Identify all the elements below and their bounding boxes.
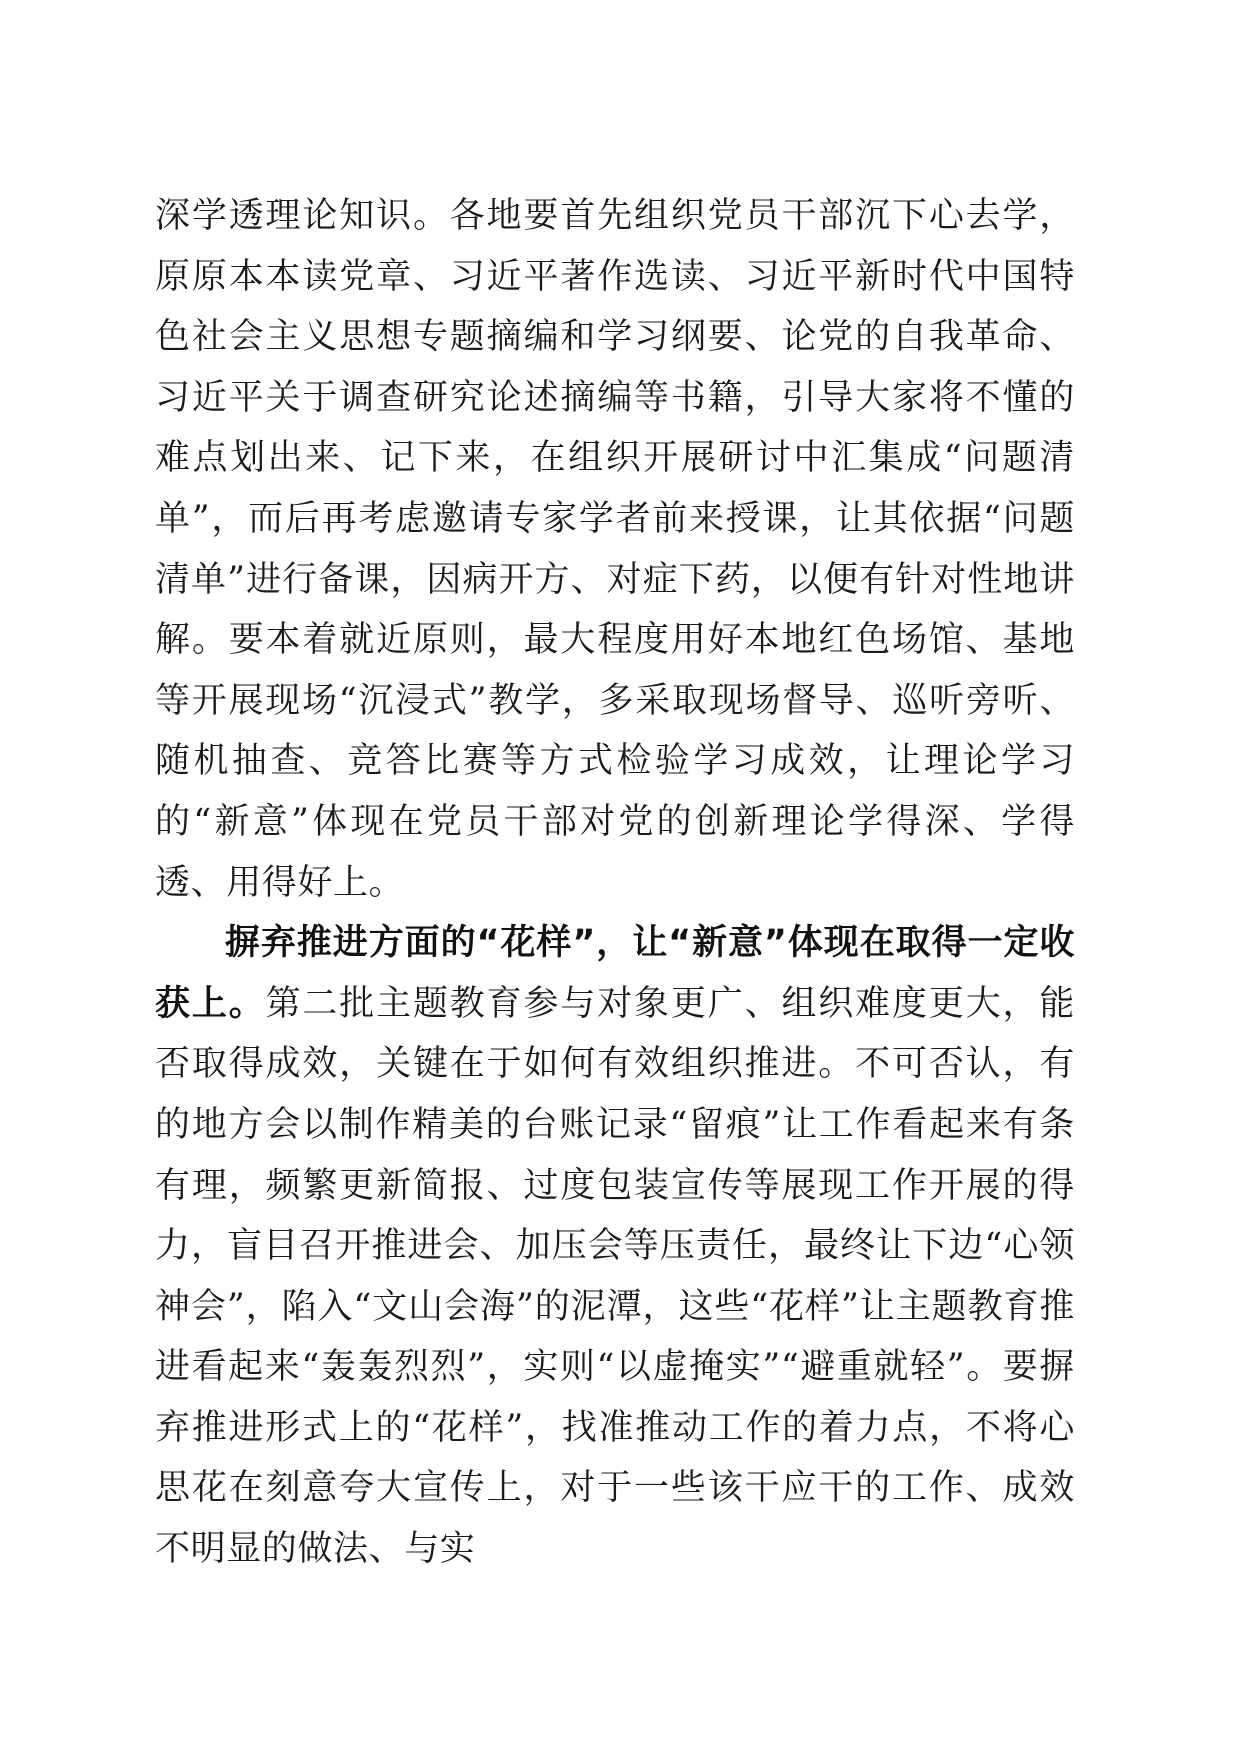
paragraph-continued xyxy=(155,186,1075,913)
section-heading: 摒弃推进方面的“花样”，让“新意”体现在取得一定收获上。 xyxy=(155,923,1075,1024)
paragraph-section-two xyxy=(155,913,1075,1580)
paragraph-text: 第二批主题教育参与对象更广、组织难度更大，能否取得成效，关键在于如何有效组织推进。不可否认，有的地方会以制作精美的台账记录“留痕”让工作看起来有条有理，频繁更新简报、过度包装宣传等展现工作开展的得力，盲目召开推进会、加压会等压责任，最终让下边“心领神会”，陷入“文山会海”的泥潭，这些“花样”让主题教育推进看起来“轰轰烈烈”，实则“以虚掩实”“避重就轻”。要摒弃推进形式上的“花样”，找准推动工作的着力点，不将心思花在刻意夸大宣传上，对于一些该干应干的工作、成效不明显的做法、与实 xyxy=(155,983,1076,1570)
paragraph-text: 深学透理论知识。各地要首先组织党员干部沉下心去学，原原本本读党章、习近平著作选读、习近平新时代中国特色社会主义思想专题摘编和学习纲要、论党的自我革命、习近平关于调查研究论述摘编等书籍，引导大家将不懂的难点划出来、记下来，在组织开展研讨中汇集成“问题清单”，而后再考虑邀请专家学者前来授课，让其依据“问题清单”进行备课，因病开方、对症下药，以便有针对性地讲解。要本着就近原则，最大程度用好本地红色场馆、基地等开展现场“沉浸式”教学，多采取现场督导、巡听旁听、随机抽查、竞答比赛等方式检验学习成效，让理论学习的“新意”体现在党员干部对党的创新理论学得深、学得透、用得好上。 xyxy=(155,196,1075,903)
document-body xyxy=(155,186,1075,1580)
